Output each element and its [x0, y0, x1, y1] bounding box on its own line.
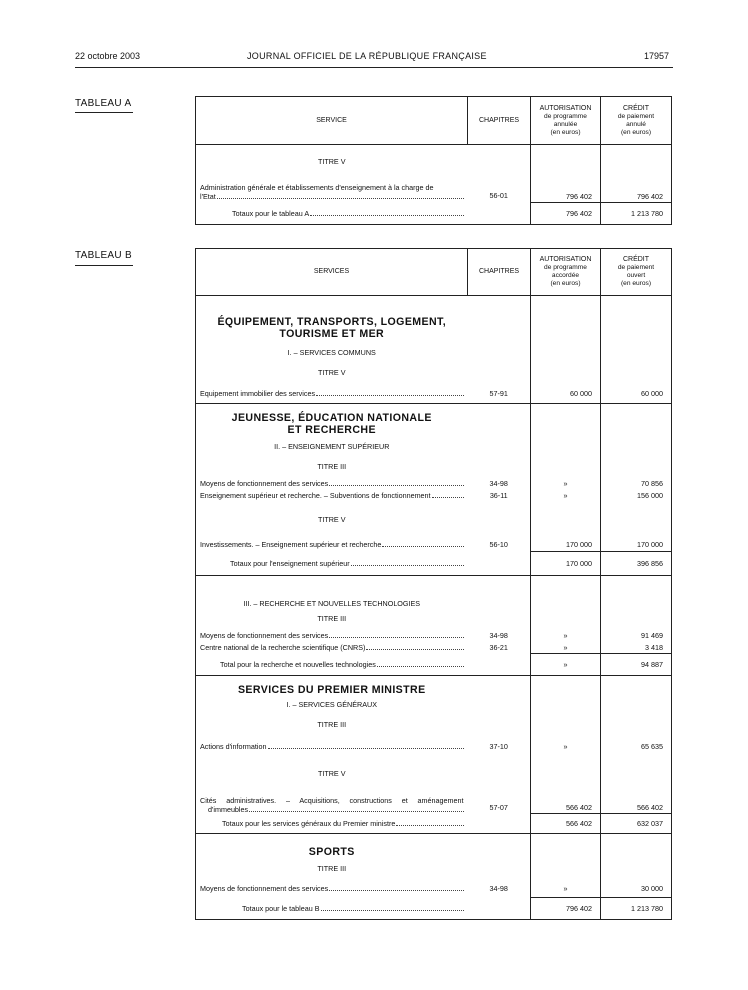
header-credit-line4: (en euros)	[620, 280, 652, 287]
titre-heading: TITRE III	[317, 864, 347, 873]
total-credit: 1 213 780	[631, 209, 663, 218]
row-label: Enseignement supérieur et recherche. – Subventions de fonctionnement	[200, 491, 431, 500]
row-autorisation: »	[531, 880, 601, 898]
header-service: SERVICE	[196, 97, 468, 145]
total-row	[196, 552, 672, 576]
row-autorisation: 796 402	[531, 179, 601, 203]
table-row	[196, 736, 672, 758]
row-chapitre: 34-98	[468, 630, 531, 642]
table-row	[196, 790, 672, 814]
row-credit: 156 000	[637, 491, 663, 500]
header-title: JOURNAL OFFICIEL DE LA RÉPUBLIQUE FRANÇAISE	[247, 51, 487, 61]
total-label: Totaux pour les services généraux du Premier ministre	[222, 818, 396, 828]
total-autorisation: 796 402	[531, 203, 601, 225]
row-label: Moyens de fonctionnement des services	[200, 884, 329, 893]
row-chapitre: 37-10	[468, 736, 531, 758]
tableau-a-underline	[75, 112, 133, 113]
header-autorisation-line2: de programme	[544, 264, 587, 271]
row-label: Moyens de fonctionnement des services	[200, 479, 329, 488]
tableau-b-label: TABLEAU B	[75, 250, 132, 261]
section-heading: I. – SERVICES GÉNÉRAUX	[286, 700, 378, 709]
titre-heading: TITRE III	[317, 614, 347, 623]
table-row	[196, 642, 672, 654]
row-label: Actions d'information	[200, 742, 267, 751]
row-credit: 796 402	[601, 179, 672, 203]
row-autorisation: »	[531, 478, 601, 490]
titre-heading: TITRE III	[317, 720, 347, 729]
row-label-line2: l'Etat	[200, 192, 464, 201]
row-credit: 91 469	[641, 631, 663, 640]
row-autorisation: 566 402	[531, 790, 601, 814]
table-row	[196, 538, 672, 552]
tableau-b-underline	[75, 265, 133, 266]
table-row	[196, 179, 672, 203]
row-chapitre: 56-01	[468, 179, 531, 203]
row-credit: 65 635	[641, 742, 663, 751]
table-row	[196, 880, 672, 898]
row-chapitre: 34-98	[468, 880, 531, 898]
total-credit: 94 887	[641, 660, 663, 669]
header-autorisation-line2: de programme	[544, 112, 587, 120]
total-label: Total pour la recherche et nouvelles technologies	[220, 659, 376, 669]
row-autorisation: »	[531, 490, 601, 502]
header-date: 22 octobre 2003	[75, 51, 141, 61]
row-autorisation: 170 000	[531, 538, 601, 552]
total-credit: 632 037	[601, 814, 672, 834]
total-label: Totaux pour l'enseignement supérieur	[230, 558, 350, 568]
total-row	[196, 814, 672, 834]
tableau-b-table	[195, 248, 672, 920]
header-credit-line3: ouvert	[626, 272, 646, 279]
row-chapitre: 36-21	[468, 642, 531, 654]
header-services: SERVICES	[196, 249, 468, 296]
row-credit: 30 000	[601, 880, 672, 898]
header-credit-line4: (en euros)	[620, 128, 652, 136]
header-autorisation-line3: annulée	[553, 120, 578, 128]
total-row	[196, 654, 672, 676]
table-row	[196, 490, 672, 502]
titre-heading: TITRE III	[317, 462, 347, 471]
ministry-title-premier-ministre: SERVICES DU PREMIER MINISTRE	[196, 676, 468, 696]
table-row	[196, 478, 672, 490]
ministry-title-jeunesse: JEUNESSE, ÉDUCATION NATIONALE ET RECHERCHE	[196, 404, 468, 438]
total-autorisation: 566 402	[531, 814, 601, 834]
row-autorisation: 60 000	[531, 384, 601, 404]
section-heading: II. – ENSEIGNEMENT SUPÉRIEUR	[274, 442, 390, 451]
total-autorisation: 796 402	[531, 898, 601, 920]
row-credit: 60 000	[641, 388, 663, 398]
row-credit: 170 000	[601, 538, 672, 552]
row-label: Centre national de la recherche scientifique (CNRS)	[200, 643, 366, 652]
header-chapitres: CHAPITRES	[468, 249, 531, 296]
header-autorisation	[531, 249, 601, 296]
header-credit-line1: CRÉDIT	[622, 104, 650, 112]
total-label: Totaux pour le tableau A	[232, 208, 310, 218]
table-row	[196, 630, 672, 642]
row-autorisation: »	[531, 630, 601, 642]
header-rule	[75, 67, 673, 68]
row-label-line2: d'immeubles	[200, 805, 464, 814]
row-credit: 566 402	[601, 790, 672, 814]
row-credit: 3 418	[601, 642, 672, 654]
tableau-a-label: TABLEAU A	[75, 98, 132, 109]
ministry-title-sports: SPORTS	[308, 845, 355, 858]
header-credit-line3: annulé	[626, 120, 646, 128]
row-chapitre: 56-10	[468, 538, 531, 552]
row-label: Equipement immobilier des services	[200, 388, 316, 398]
header-credit-line1: CRÉDIT	[622, 256, 650, 263]
row-label: Moyens de fonctionnement des services	[200, 631, 329, 640]
table-row	[196, 384, 672, 404]
section-heading: III. – RECHERCHE ET NOUVELLES TECHNOLOGIES	[243, 598, 421, 608]
total-row	[196, 898, 672, 920]
row-chapitre: 57-07	[468, 790, 531, 814]
row-label: Investissements. – Enseignement supérieur et recherche	[200, 540, 382, 549]
total-label: Totaux pour le tableau B	[242, 903, 320, 913]
header-autorisation-line1: AUTORISATION	[539, 104, 592, 112]
tableau-a-table	[195, 96, 672, 225]
row-chapitre: 57-91	[468, 384, 531, 404]
header-autorisation-line4: (en euros)	[550, 128, 581, 136]
tableau-a-header-row	[196, 97, 672, 145]
total-credit: 396 856	[601, 552, 672, 576]
titre-heading: TITRE V	[317, 157, 346, 167]
row-credit: 70 856	[641, 479, 663, 488]
total-autorisation: »	[531, 654, 601, 676]
header-credit-line2: de paiement	[617, 264, 655, 271]
total-autorisation: 170 000	[531, 552, 601, 576]
header-page-number: 17957	[644, 51, 670, 61]
header-credit-line2: de paiement	[617, 112, 655, 120]
row-autorisation: »	[531, 642, 601, 654]
header-credit	[601, 97, 672, 145]
header-autorisation-line3: accordée	[551, 272, 580, 279]
titre-heading: TITRE V	[317, 368, 346, 377]
section-heading: I. – SERVICES COMMUNS	[287, 348, 376, 357]
row-label-line1: Administration générale et établissements d'enseignement à la charge de	[200, 182, 434, 192]
tableau-b-header-row	[196, 249, 672, 296]
total-credit: 1 213 780	[631, 904, 663, 913]
titre-heading: TITRE V	[317, 515, 346, 524]
row-autorisation: »	[531, 736, 601, 758]
header-autorisation-line4: (en euros)	[550, 280, 581, 287]
header-chapitres: CHAPITRES	[468, 97, 531, 145]
row-chapitre: 36-11	[468, 490, 531, 502]
row-label-line1: Cités administratives. – Acquisitions, constructions et aménagement	[200, 795, 464, 805]
header-credit	[601, 249, 672, 296]
header-autorisation	[531, 97, 601, 145]
titre-heading: TITRE V	[317, 769, 346, 778]
total-row	[196, 203, 672, 225]
ministry-title-equipement: ÉQUIPEMENT, TRANSPORTS, LOGEMENT, TOURISME ET MER	[217, 315, 447, 340]
header-autorisation-line1: AUTORISATION	[539, 256, 592, 263]
row-chapitre: 34-98	[468, 478, 531, 490]
